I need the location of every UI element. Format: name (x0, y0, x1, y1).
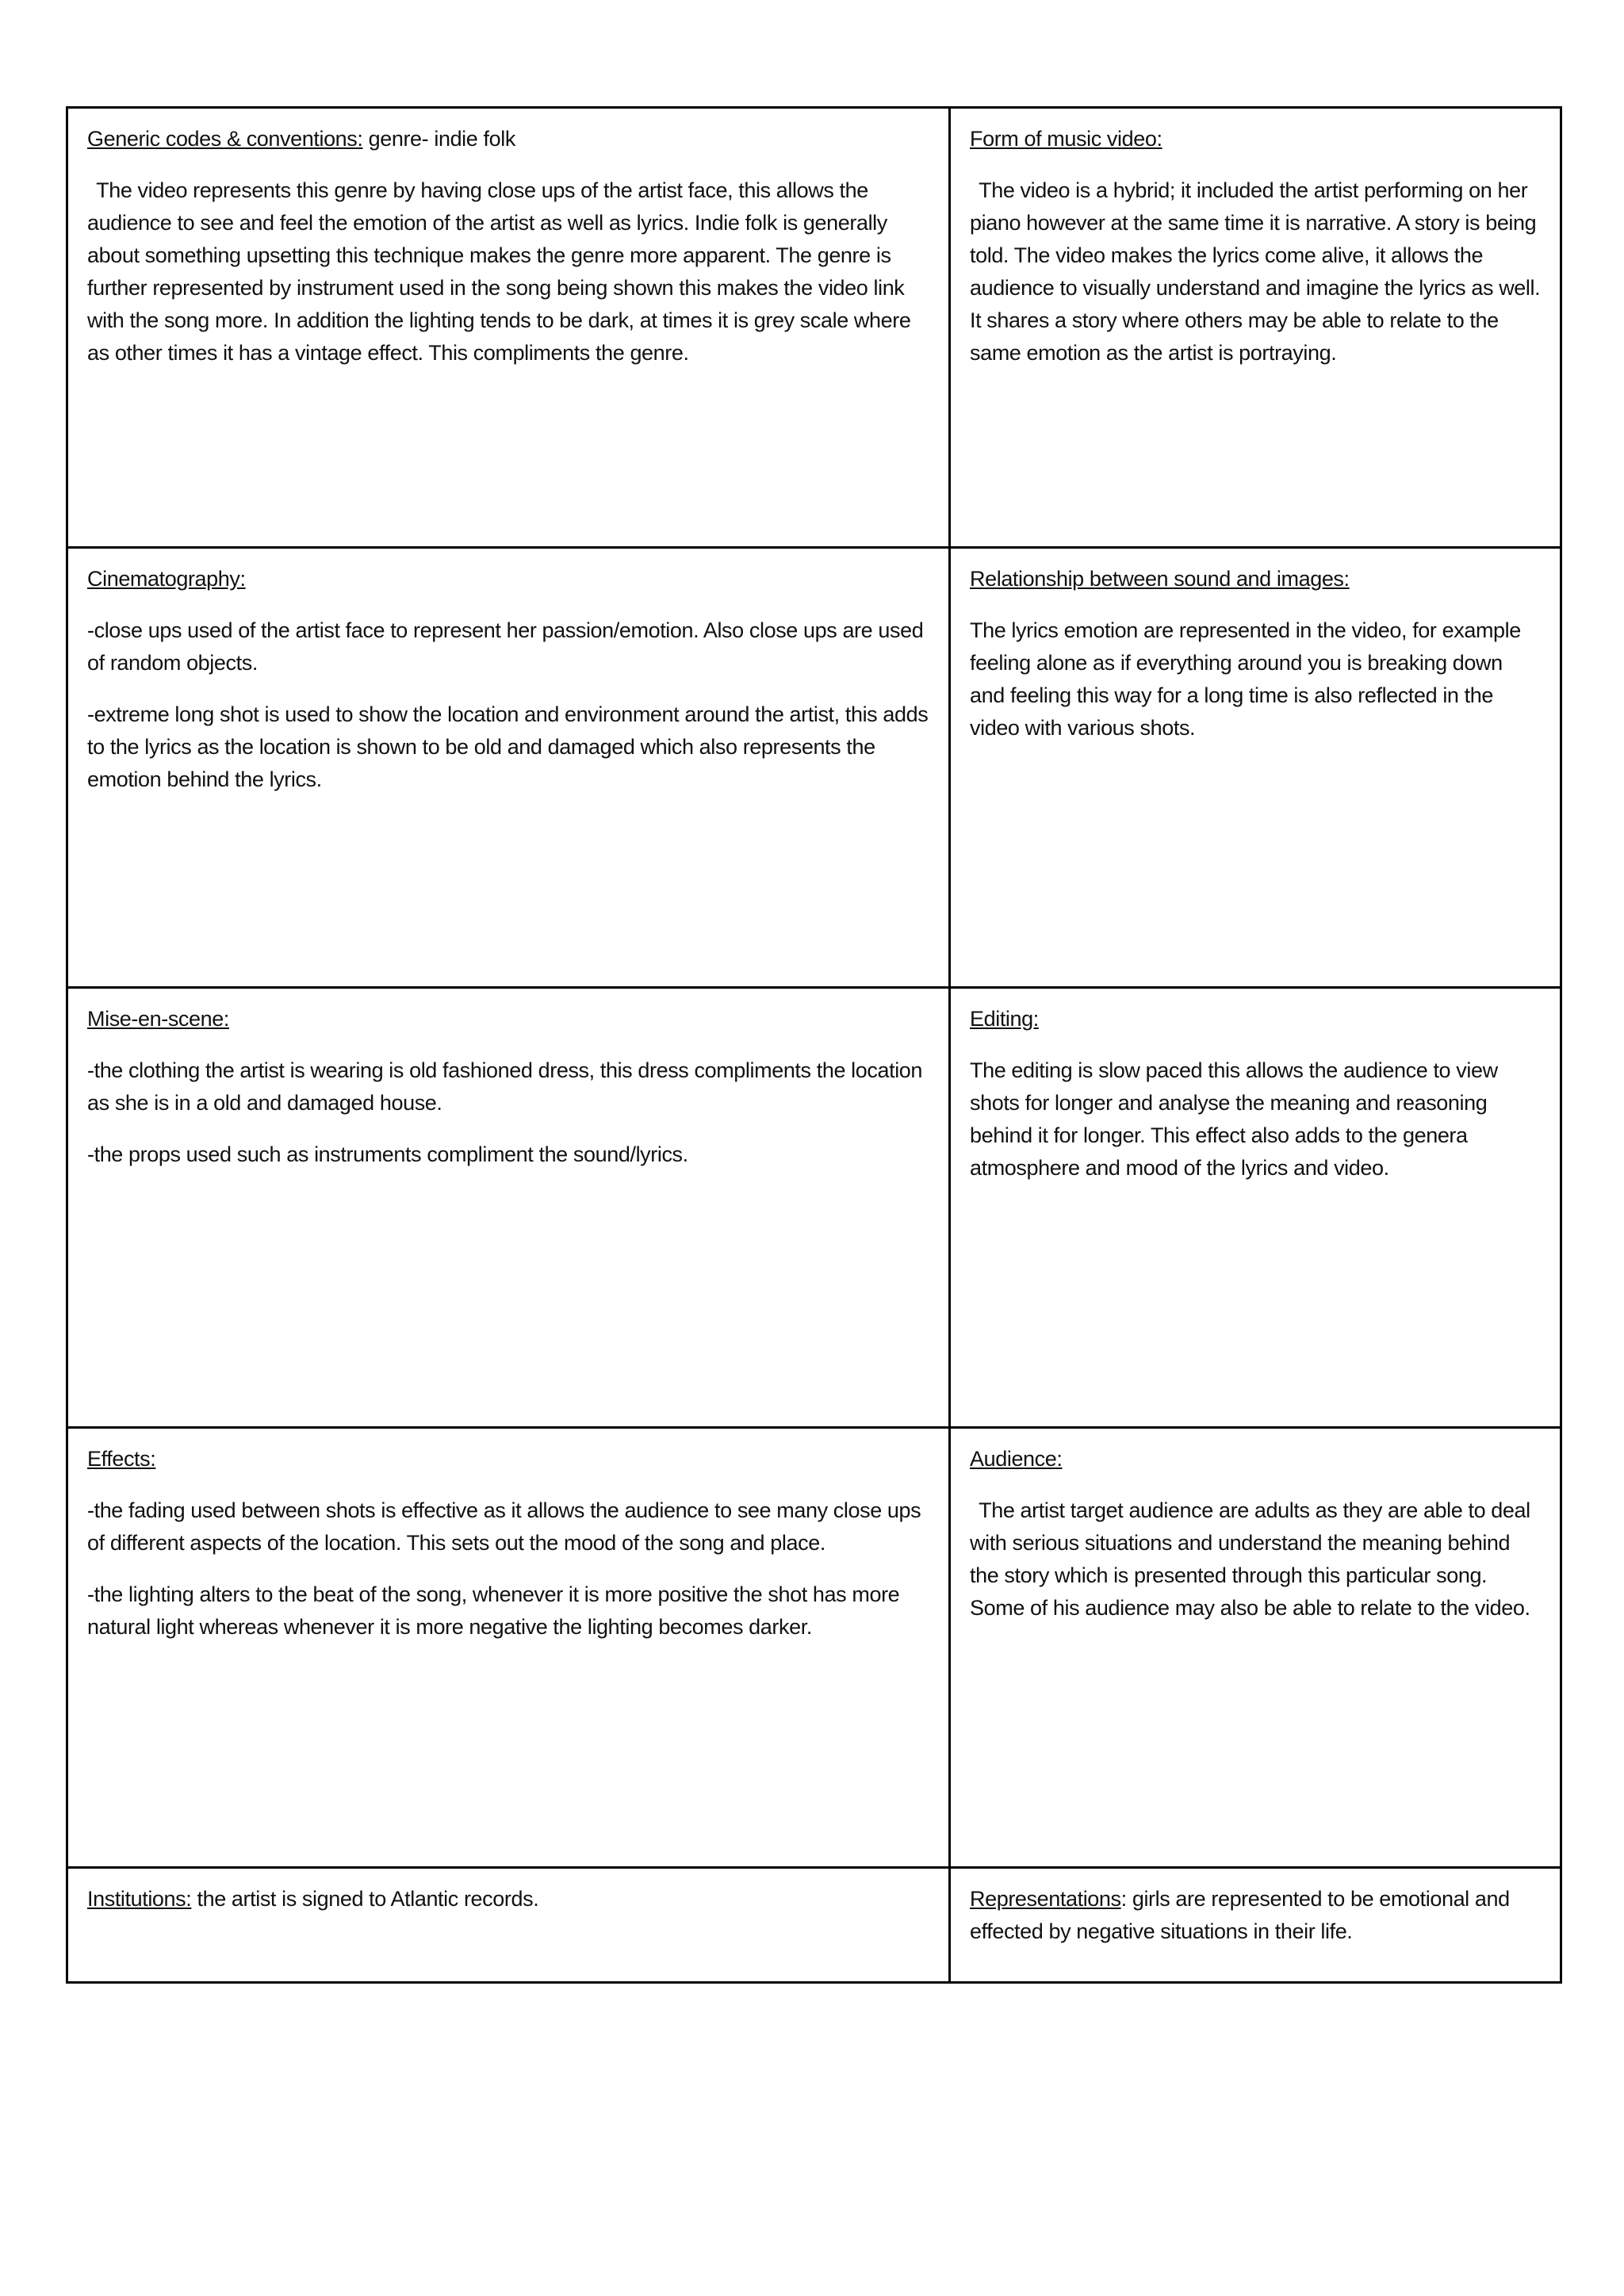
audience-heading: Audience: (970, 1447, 1063, 1471)
form-heading: Form of music video: (970, 127, 1162, 151)
representations-text: : girls are represented to be emotional and effected by negative situations in their life. (970, 1887, 1510, 1943)
representations-line (970, 1883, 1542, 1948)
effects-paragraph-1: -the fading used between shots is effective as it allows the audience to see many close ups of different aspects of the location. This sets out the mood of the song and place. (87, 1498, 921, 1555)
form-of-music-video-cell (950, 108, 1561, 548)
institutions-cell (67, 1868, 950, 1983)
effects-heading: Effects: (87, 1447, 156, 1471)
institutions-line (87, 1883, 931, 1915)
cinematography-cell (67, 548, 950, 988)
table-row (67, 988, 1561, 1428)
cinematography-heading: Cinematography: (87, 567, 246, 591)
table-row (67, 548, 1561, 988)
institutions-text: the artist is signed to Atlantic records. (191, 1887, 539, 1911)
relationship-heading: Relationship between sound and images: (970, 567, 1350, 591)
mise-en-scene-paragraph-2: -the props used such as instruments compliment the sound/lyrics. (87, 1142, 688, 1166)
effects-paragraph-2: -the lighting alters to the beat of the song, whenever it is more positive the shot has more natural light whereas whenever it is more negative the lighting becomes darker. (87, 1582, 900, 1639)
effects-cell (67, 1428, 950, 1868)
cinematography-paragraph-2: -extreme long shot is used to show the location and environment around the artist, this adds to the lyrics as the location is shown to be old and damaged which also represents the emotion behind the lyrics. (87, 702, 929, 791)
audience-cell (950, 1428, 1561, 1868)
generic-codes-paragraph: The video represents this genre by having close ups of the artist face, this allows the audience to see and feel the emotion of the artist as well as lyrics. Indie folk is generally about something upsetting this technique makes the genre more apparent. The genre is further represented by instrument used in the song being shown this makes the video link with the song more. In addition the lighting tends to be dark, at times it is grey scale where as other times it has a vintage effect. This compliments the genre. (87, 178, 911, 365)
editing-heading: Editing: (970, 1007, 1039, 1031)
mise-en-scene-heading: Mise-en-scene: (87, 1007, 229, 1031)
editing-cell (950, 988, 1561, 1428)
table-row (67, 108, 1561, 548)
cinematography-paragraph-1: -close ups used of the artist face to represent her passion/emotion. Also close ups are used of random objects. (87, 618, 924, 675)
generic-codes-heading: Generic codes & conventions: (87, 127, 363, 151)
editing-paragraph: The editing is slow paced this allows the audience to view shots for longer and analyse the meaning and reasoning behind it for longer. This effect also adds to the genera atmosphere and mood of the lyrics and video. (970, 1058, 1498, 1180)
table-row (67, 1868, 1561, 1983)
relationship-sound-images-cell (950, 548, 1561, 988)
generic-codes-cell (67, 108, 950, 548)
table-row (67, 1428, 1561, 1868)
representations-cell (950, 1868, 1561, 1983)
generic-codes-heading-line (87, 123, 931, 155)
audience-paragraph: The artist target audience are adults as they are able to deal with serious situations and understand the meaning behind the story which is presented through this particular song. Some of his audience may also be able to relate to the video. (970, 1498, 1530, 1620)
music-video-analysis-table (66, 106, 1562, 1984)
relationship-paragraph: The lyrics emotion are represented in the video, for example feeling alone as if everything around you is breaking down and feeling this way for a long time is also reflected in the video with various shots. (970, 618, 1521, 740)
representations-heading: Representations (970, 1887, 1121, 1911)
mise-en-scene-paragraph-1: -the clothing the artist is wearing is old fashioned dress, this dress compliments the location as she is in a old and damaged house. (87, 1058, 923, 1115)
institutions-heading: Institutions: (87, 1887, 192, 1911)
genre-label: genre- indie folk (362, 127, 515, 151)
mise-en-scene-cell (67, 988, 950, 1428)
form-paragraph: The video is a hybrid; it included the artist performing on her piano however at the same time it is narrative. A story is being told. The video makes the lyrics come alive, it allows the audience to visually understand and imagine the lyrics as well. It shares a story where others may be able to relate to the same emotion as the artist is portraying. (970, 178, 1541, 365)
